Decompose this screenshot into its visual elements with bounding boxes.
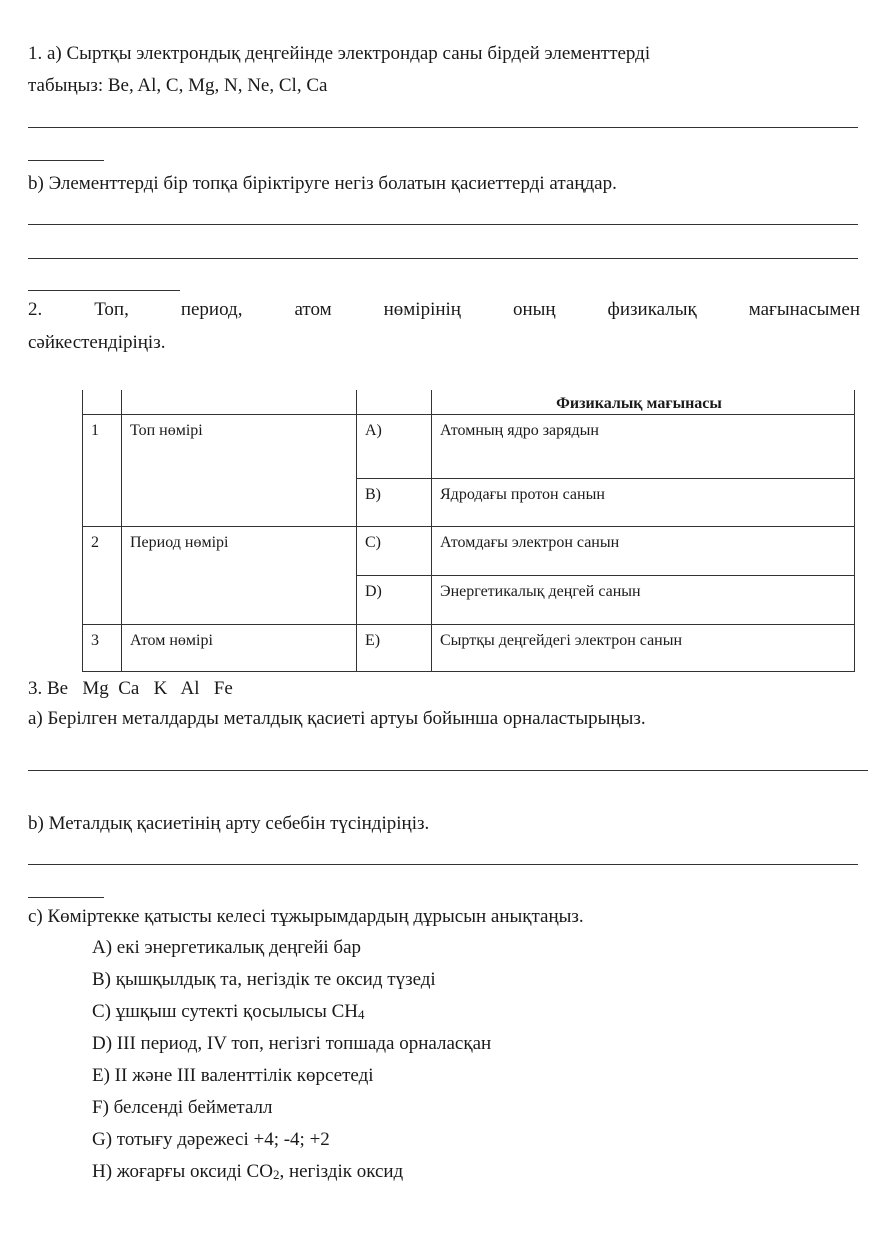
- table-cell: [122, 390, 357, 415]
- q3-c-text: c) Көміртекке қатысты келесі тұжырымдардың дұрысын анықтаңыз.: [28, 906, 584, 927]
- row-letter: A): [357, 415, 432, 479]
- answer-line-short[interactable]: [28, 160, 104, 161]
- option-d: D) III период, IV топ, негізгі топшада орналасқан: [92, 1033, 492, 1054]
- row-number: 2: [83, 527, 122, 625]
- q2-word: мағынасымен: [748, 299, 861, 320]
- subscript: 2: [272, 1167, 280, 1182]
- answer-line-short[interactable]: [28, 897, 104, 898]
- row-term: Атом нөмірі: [122, 625, 357, 672]
- q3-a-text: а) Берілген металдарды металдық қасиеті артуы бойынша орналастырыңыз.: [28, 708, 646, 729]
- q2-word: оның: [512, 299, 556, 320]
- q1-b-text: b) Элементтерді бір топқа біріктіруге негіз болатын қасиеттерді атаңдар.: [28, 173, 617, 194]
- option-h: [92, 1160, 403, 1187]
- q2-word: атом: [294, 299, 332, 320]
- q2-word: нөмірінің: [383, 299, 461, 320]
- table-row: [83, 415, 855, 479]
- row-meaning: Сыртқы деңгейдегі электрон санын: [432, 625, 855, 672]
- row-number: 3: [83, 625, 122, 672]
- row-letter: E): [357, 625, 432, 672]
- answer-line[interactable]: [28, 224, 858, 225]
- table-header-row: [83, 390, 855, 415]
- row-meaning: Атомның ядро зарядын: [432, 415, 855, 479]
- option-g: G) тотығу дәрежесі +4; -4; +2: [92, 1129, 330, 1150]
- option-c: [92, 1000, 364, 1027]
- q2-word: физикалық: [607, 299, 697, 320]
- q1-a-line1: 1. а) Сыртқы электрондық деңгейінде электрондар саны бірдей элементтерді: [28, 43, 651, 64]
- answer-line-short[interactable]: [28, 290, 180, 291]
- q3-elements: 3. Be Mg Ca K Al Fe: [28, 678, 233, 699]
- option-a: A) екі энергетикалық деңгейі бар: [92, 937, 362, 958]
- answer-line[interactable]: [28, 864, 858, 865]
- answer-line[interactable]: [28, 127, 858, 128]
- q2-line2: сәйкестендіріңіз.: [28, 332, 166, 353]
- q2-word: Топ,: [94, 299, 129, 320]
- option-c-text: C) ұшқыш сутекті қосылысы CH: [92, 1001, 358, 1022]
- table-cell: [357, 390, 432, 415]
- q2-line1: [28, 298, 860, 322]
- table-header-meaning: Физикалық мағынасы: [432, 390, 855, 415]
- row-letter: B): [357, 479, 432, 527]
- subscript: 4: [357, 1007, 365, 1022]
- row-meaning: Энергетикалық деңгей санын: [432, 576, 855, 625]
- row-term: Период нөмірі: [122, 527, 357, 625]
- q2-word: период,: [180, 299, 243, 320]
- option-f: F) белсенді бейметалл: [92, 1097, 273, 1118]
- row-number: 1: [83, 415, 122, 527]
- row-meaning: Атомдағы электрон санын: [432, 527, 855, 576]
- row-letter: C): [357, 527, 432, 576]
- option-b: B) қышқылдық та, негіздік те оксид түзеді: [92, 969, 436, 990]
- table-cell: [83, 390, 122, 415]
- row-letter: D): [357, 576, 432, 625]
- table-row: [83, 625, 855, 672]
- option-h-text: H) жоғарғы оксиді CO: [92, 1161, 273, 1182]
- answer-line[interactable]: [28, 258, 858, 259]
- q2-word: 2.: [28, 299, 43, 320]
- table-row: [83, 527, 855, 576]
- option-h-after: , негіздік оксид: [279, 1161, 404, 1182]
- matching-table: [82, 390, 855, 672]
- option-e: E) II және III валенттілік көрсетеді: [92, 1065, 374, 1086]
- row-meaning: Ядродағы протон санын: [432, 479, 855, 527]
- q1-a-line2: табыңыз: Be, Al, C, Mg, N, Ne, Cl, Ca: [28, 75, 328, 96]
- q3-b-text: b) Металдық қасиетінің арту себебін түсіндіріңіз.: [28, 813, 430, 834]
- row-term: Топ нөмірі: [122, 415, 357, 527]
- answer-line[interactable]: [28, 770, 868, 771]
